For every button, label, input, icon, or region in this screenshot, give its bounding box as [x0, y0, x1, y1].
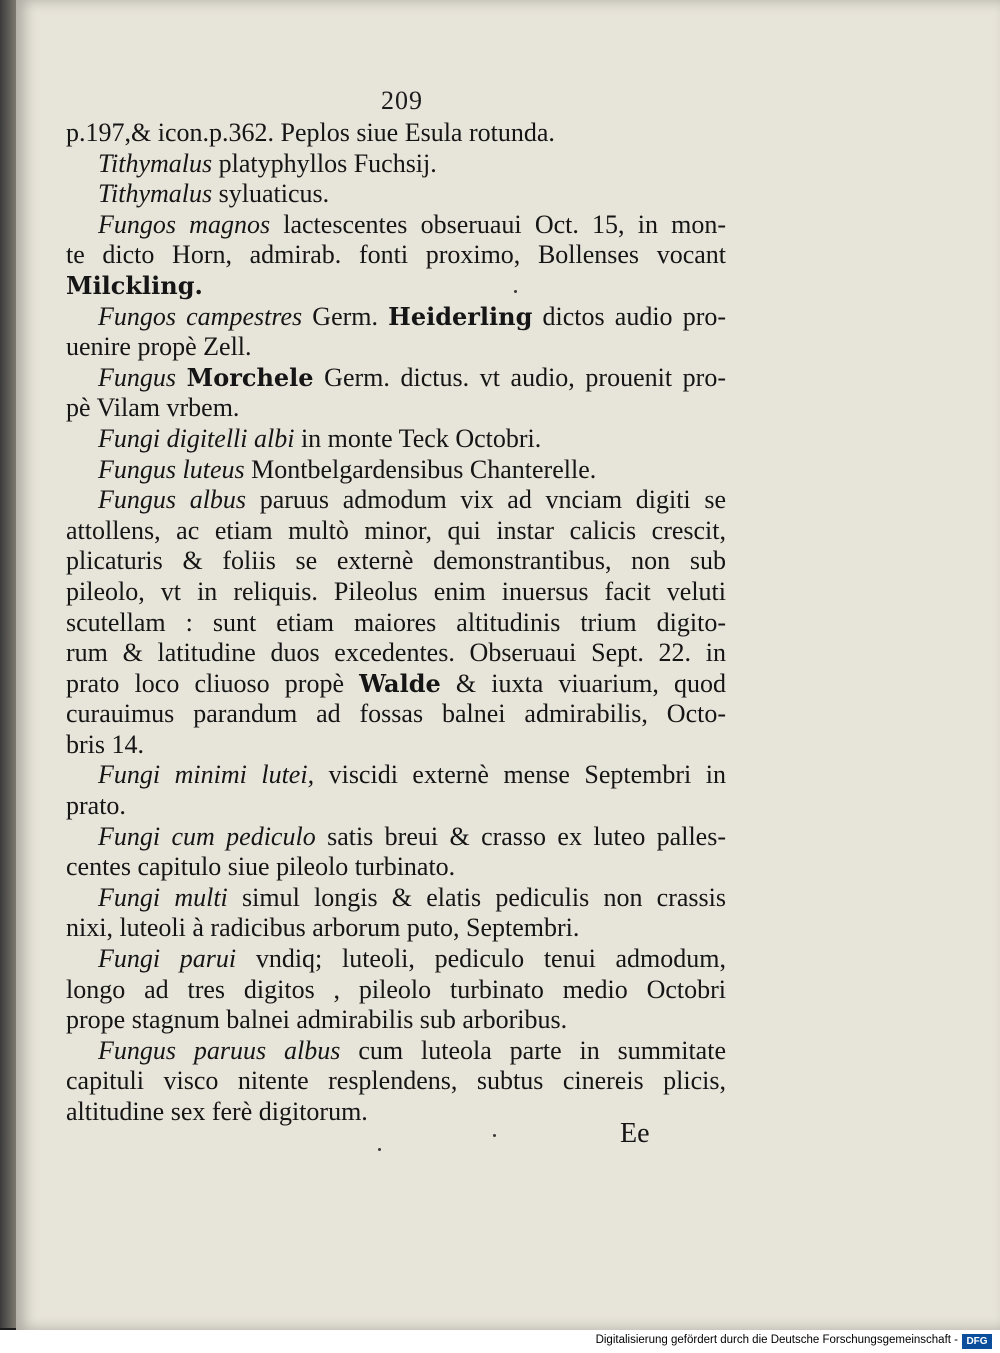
- text-run: curauimus parandum ad fossas balnei admirabilis, Octo-: [66, 699, 726, 729]
- text-line: [66, 944, 726, 975]
- text-run: lactescentes obseruaui Oct. 15, in mon-: [270, 209, 726, 239]
- text-block: [66, 118, 726, 1128]
- text-run: scutellam : sunt etiam maiores altitudinis trium digito-: [66, 607, 726, 637]
- ink-speck: [493, 1134, 496, 1137]
- text-run: viscidi externè mense Septembri in: [314, 760, 726, 790]
- italic-term: Fungi cum pediculo: [98, 821, 316, 851]
- text-line: [66, 302, 726, 333]
- text-line: [66, 699, 726, 730]
- text-line: [66, 332, 726, 363]
- text-line: [66, 424, 726, 455]
- blackletter-word: Morchele: [186, 362, 314, 392]
- text-run: p.197,& icon.p.362. Peplos siue Esula rotunda.: [66, 118, 555, 147]
- text-run: te dicto Horn, admirab. fonti proximo, Bollenses vocant: [66, 240, 726, 270]
- italic-term: Fungi minimi lutei,: [98, 760, 315, 790]
- text-run: Germ.: [302, 301, 389, 331]
- text-run: prato.: [66, 791, 126, 821]
- funding-credit: Digitalisierung gefördert durch die Deutsche Forschungsgemeinschaft -: [595, 1334, 958, 1346]
- page: [16, 0, 1000, 1330]
- dfg-logo: DFG: [962, 1334, 992, 1349]
- italic-term: Fungi parui: [98, 944, 237, 974]
- text-line: [66, 975, 726, 1006]
- text-run: pè Vilam vrbem.: [66, 393, 240, 423]
- text-run: & iuxta viuarium, quod: [440, 668, 726, 698]
- blackletter-word: Milckling.: [66, 270, 203, 300]
- text-line: [66, 240, 726, 271]
- text-line: [66, 1066, 726, 1097]
- text-line: [66, 791, 726, 822]
- italic-term: Fungus: [98, 362, 176, 392]
- text-run: dictos audio pro-: [532, 301, 727, 331]
- text-run: attollens, ac etiam multò minor, qui instar calicis crescit,: [66, 515, 726, 545]
- page-number: 209: [381, 86, 423, 115]
- text-line: [66, 852, 726, 883]
- text-run: capituli visco nitente resplendens, subtus cinereis plicis,: [66, 1066, 726, 1096]
- text-run: paruus admodum vix ad vnciam digiti se: [246, 485, 726, 515]
- text-line: [66, 1036, 726, 1067]
- blackletter-word: Walde: [359, 668, 441, 698]
- italic-term: Fungi digitelli albi: [98, 423, 295, 453]
- italic-term: Fungus albus: [98, 485, 247, 515]
- ink-speck: [378, 1148, 381, 1151]
- text-line: [66, 118, 726, 149]
- italic-term: Fungi multi: [98, 882, 228, 912]
- text-run: cum luteola parte in summitate: [340, 1035, 726, 1065]
- text-run: vndiq; luteoli, pediculo tenui admodum,: [236, 944, 726, 974]
- text-line: [66, 822, 726, 853]
- text-run: rum & latitudine duos excedentes. Obseruaui Sept. 22. in: [66, 638, 726, 668]
- text-line: [66, 485, 726, 516]
- footer-bar: [0, 1330, 1000, 1353]
- italic-term: Fungos campestres: [98, 301, 303, 331]
- text-run: longo ad tres digitos , pileolo turbinato medio Octobri: [66, 974, 726, 1004]
- text-run: nixi, luteoli à radicibus arborum puto, Septembri.: [66, 913, 580, 943]
- ink-speck: [514, 290, 517, 293]
- text-line: [66, 608, 726, 639]
- catchword: Ee: [620, 1118, 650, 1149]
- text-run: simul longis & elatis pediculis non crassis: [227, 882, 726, 912]
- italic-term: Fungos magnos: [98, 209, 271, 239]
- text-line: [66, 913, 726, 944]
- text-line: [66, 271, 726, 302]
- text-run: altitudine sex ferè digitorum.: [66, 1097, 368, 1126]
- text-line: [66, 730, 726, 761]
- text-line: [66, 393, 726, 424]
- text-run: syluaticus.: [212, 179, 330, 209]
- text-run: Montbelgardensibus Chanterelle.: [244, 454, 597, 484]
- text-run: bris 14.: [66, 729, 144, 759]
- text-line: [66, 669, 726, 700]
- text-run: pileolo, vt in reliquis. Pileolus enim inuersus facit veluti: [66, 576, 726, 606]
- blackletter-word: Heiderling: [388, 301, 533, 331]
- italic-term: Tithymalus: [98, 148, 213, 178]
- text-line: [66, 760, 726, 791]
- text-line: [66, 516, 726, 547]
- text-run: Germ. dictus. vt audio, prouenit pro-: [313, 362, 726, 392]
- text-line: [66, 179, 726, 210]
- text-line: [66, 363, 726, 394]
- text-run: centes capitulo siue pileolo turbinato.: [66, 852, 456, 882]
- italic-term: Fungus paruus albus: [98, 1035, 341, 1065]
- text-line: [66, 149, 726, 180]
- text-run: in monte Teck Octobri.: [294, 423, 542, 453]
- text-run: prato loco cliuoso propè: [66, 668, 360, 698]
- text-line: [66, 638, 726, 669]
- italic-term: Tithymalus: [98, 179, 213, 209]
- text-line: [66, 1005, 726, 1036]
- text-run: platyphyllos Fuchsij.: [212, 148, 437, 178]
- text-run: [176, 363, 187, 392]
- text-line: [66, 210, 726, 241]
- text-run: uenire propè Zell.: [66, 332, 252, 362]
- text-line: [66, 577, 726, 608]
- text-line: [66, 455, 726, 486]
- text-line: [66, 546, 726, 577]
- italic-term: Fungus luteus: [98, 454, 245, 484]
- text-run: plicaturis & foliis se externè demonstrantibus, non sub: [66, 546, 726, 576]
- text-line: [66, 883, 726, 914]
- text-run: prope stagnum balnei admirabilis sub arboribus.: [66, 1005, 568, 1035]
- text-run: satis breui & crasso ex luteo palles-: [315, 821, 726, 851]
